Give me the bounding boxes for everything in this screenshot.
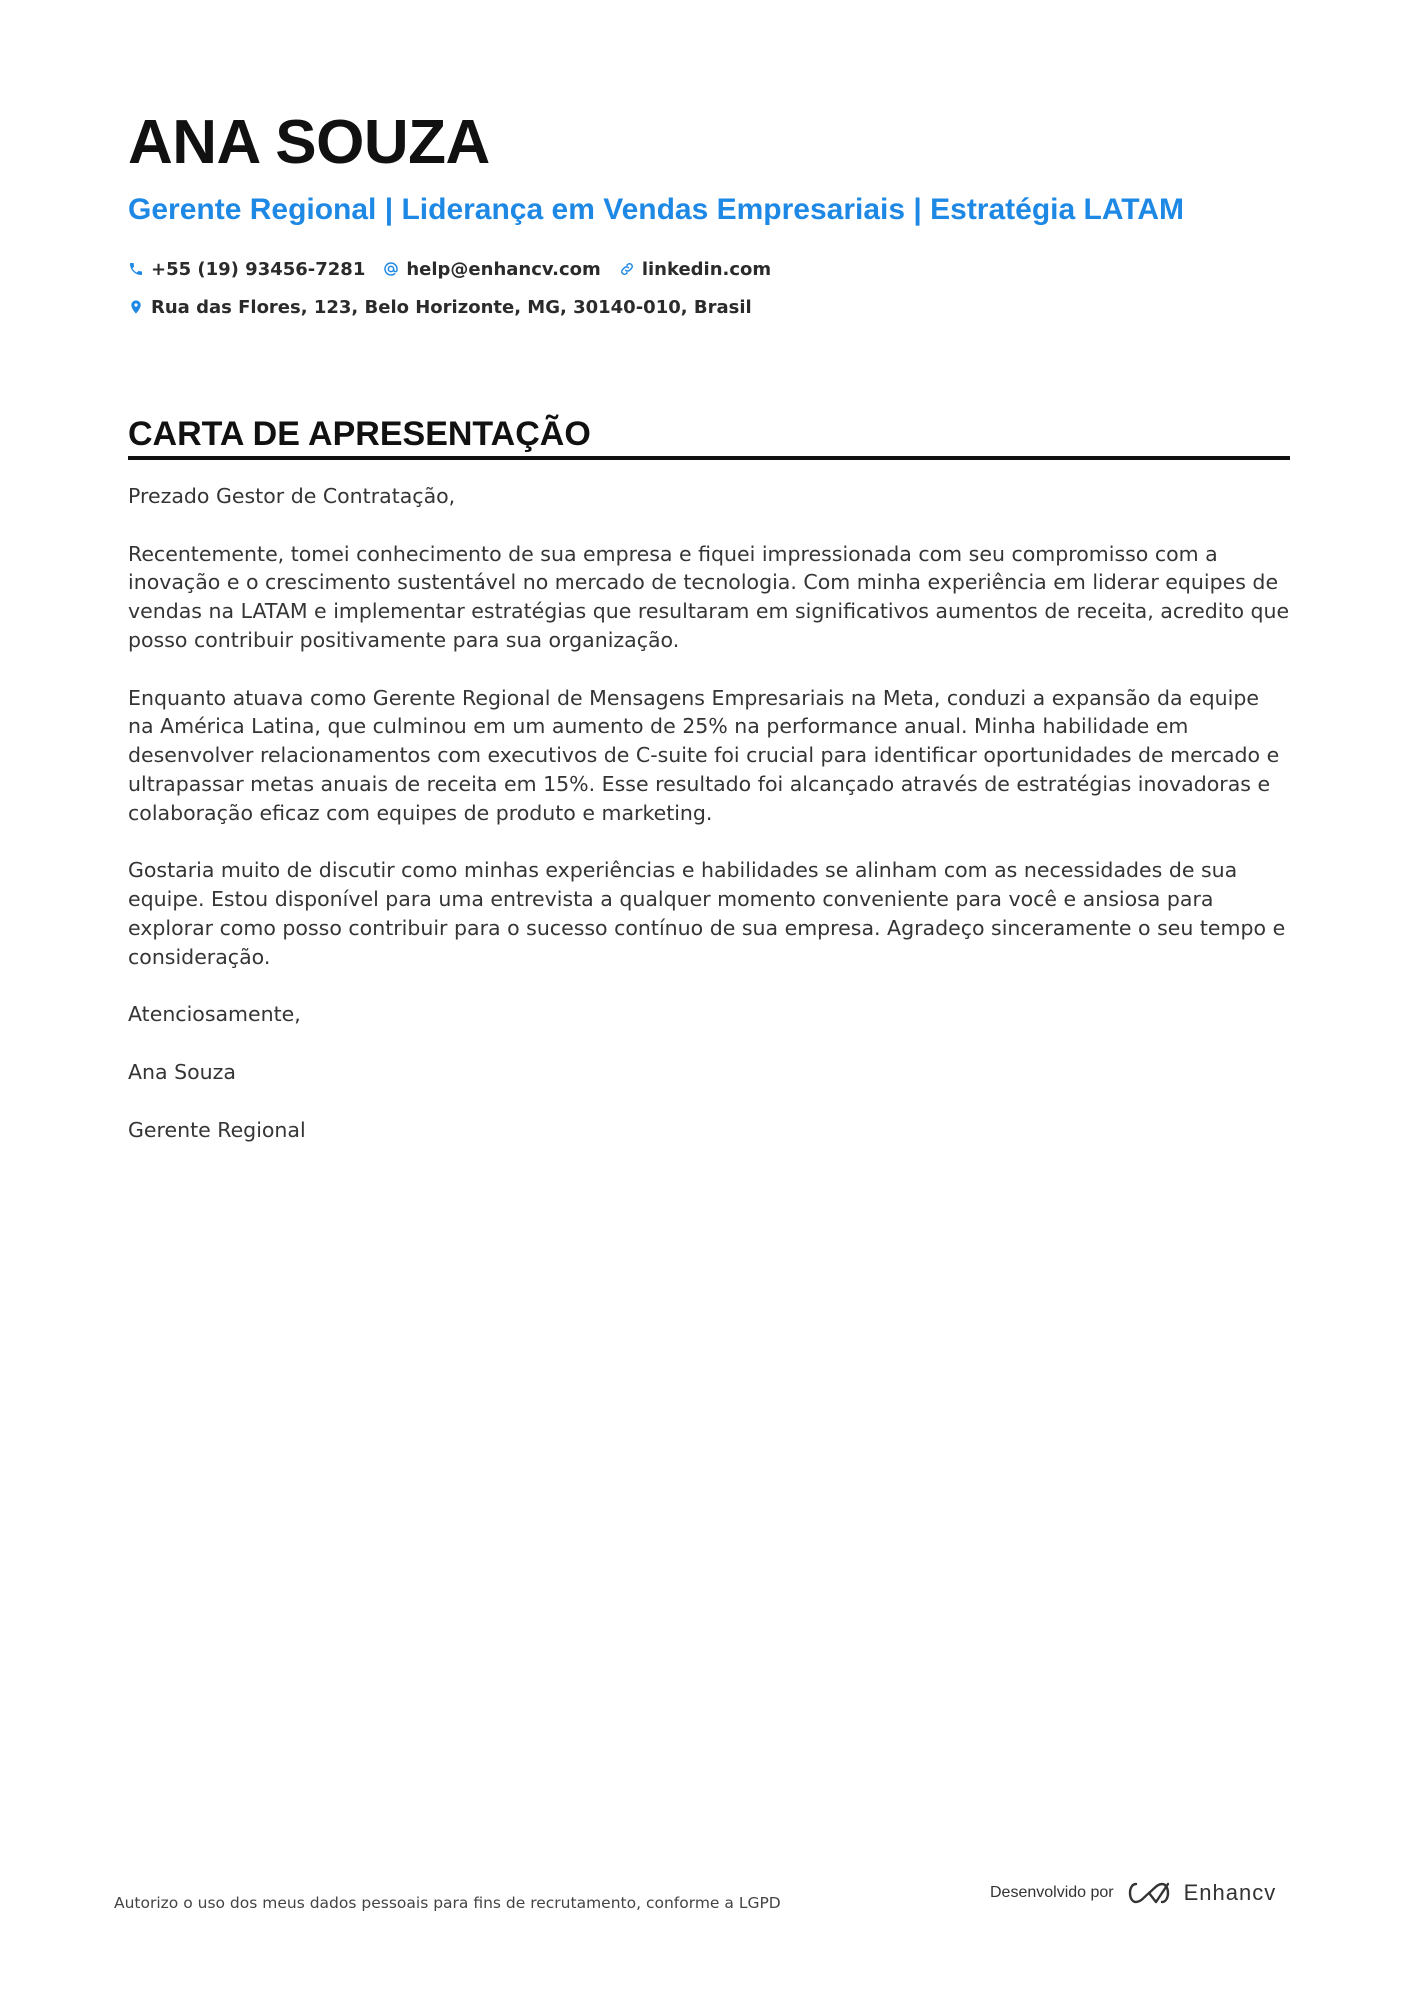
contact-row-1 [128, 250, 1290, 288]
letter-body [128, 482, 1290, 1144]
at-icon [383, 261, 399, 277]
phone-icon [128, 261, 144, 277]
contact-row-2 [128, 288, 1290, 326]
contact-phone [128, 259, 365, 280]
phone-text: +55 (19) 93456-7281 [151, 258, 366, 280]
contact-address [128, 297, 752, 318]
link-text: linkedin.com [641, 258, 772, 280]
address-text: Rua das Flores, 123, Belo Horizonte, MG, 30140-010, Brasil [151, 296, 752, 318]
paragraph-2: Enquanto atuava como Gerente Regional de Mensagens Empresariais na Meta, conduzi a expansão da equipe na América Latina, que culminou em um aumento de 25% na performance anual. Minha habilidade em desenvolver relacionamentos com executivos de C-suite foi crucial para identificar oportunidades de mercado e ultrapassar metas anuais de receita em 15%. Esse resultado foi alcançado através de estratégias inovadoras e colaboração eficaz com equipes de produto e marketing. [128, 685, 1280, 825]
brand-name: Enhancv [1183, 1880, 1277, 1905]
paragraph-3: Gostaria muito de discutir como minhas experiências e habilidades se alinham com as necessidades de sua equipe. Estou disponível para uma entrevista a qualquer momento conveniente para você e ansiosa para explorar como posso contribuir para o sucesso contínuo de sua empresa. Agradeço sinceramente o seu tempo e consideração. [128, 858, 1286, 969]
candidate-name: ANA SOUZA [128, 108, 490, 177]
powered-by-label: Desenvolvido por [990, 1884, 1114, 1901]
contact-email[interactable] [383, 259, 600, 280]
closing: Atenciosamente, [128, 1002, 301, 1027]
signature-title: Gerente Regional [128, 1117, 306, 1142]
consent-note: Autorizo o uso dos meus dados pessoais para fins de recrutamento, conforme a LGPD [114, 1894, 781, 1912]
location-pin-icon [128, 299, 144, 315]
contact-link[interactable] [619, 259, 771, 280]
contact-info [128, 250, 1290, 326]
enhancv-logo-icon [1126, 1880, 1172, 1906]
signature-name: Ana Souza [128, 1059, 236, 1084]
powered-by[interactable] [990, 1880, 1276, 1906]
cover-letter-page [128, 104, 1290, 1173]
email-text: help@enhancv.com [406, 258, 601, 280]
candidate-headline: Gerente Regional | Liderança em Vendas Empresariais | Estratégia LATAM [128, 193, 1185, 226]
section-title: CARTA DE APRESENTAÇÃO [128, 414, 1290, 460]
paragraph-1: Recentemente, tomei conhecimento de sua empresa e fiquei impressionada com seu compromisso com a inovação e o crescimento sustentável no mercado de tecnologia. Com minha experiência em liderar equipes de vendas na LATAM e implementar estratégias que resultaram em significativos aumentos de receita, acredito que posso contribuir positivamente para sua organização. [128, 541, 1290, 652]
link-icon [619, 261, 635, 277]
salutation: Prezado Gestor de Contratação, [128, 484, 456, 508]
